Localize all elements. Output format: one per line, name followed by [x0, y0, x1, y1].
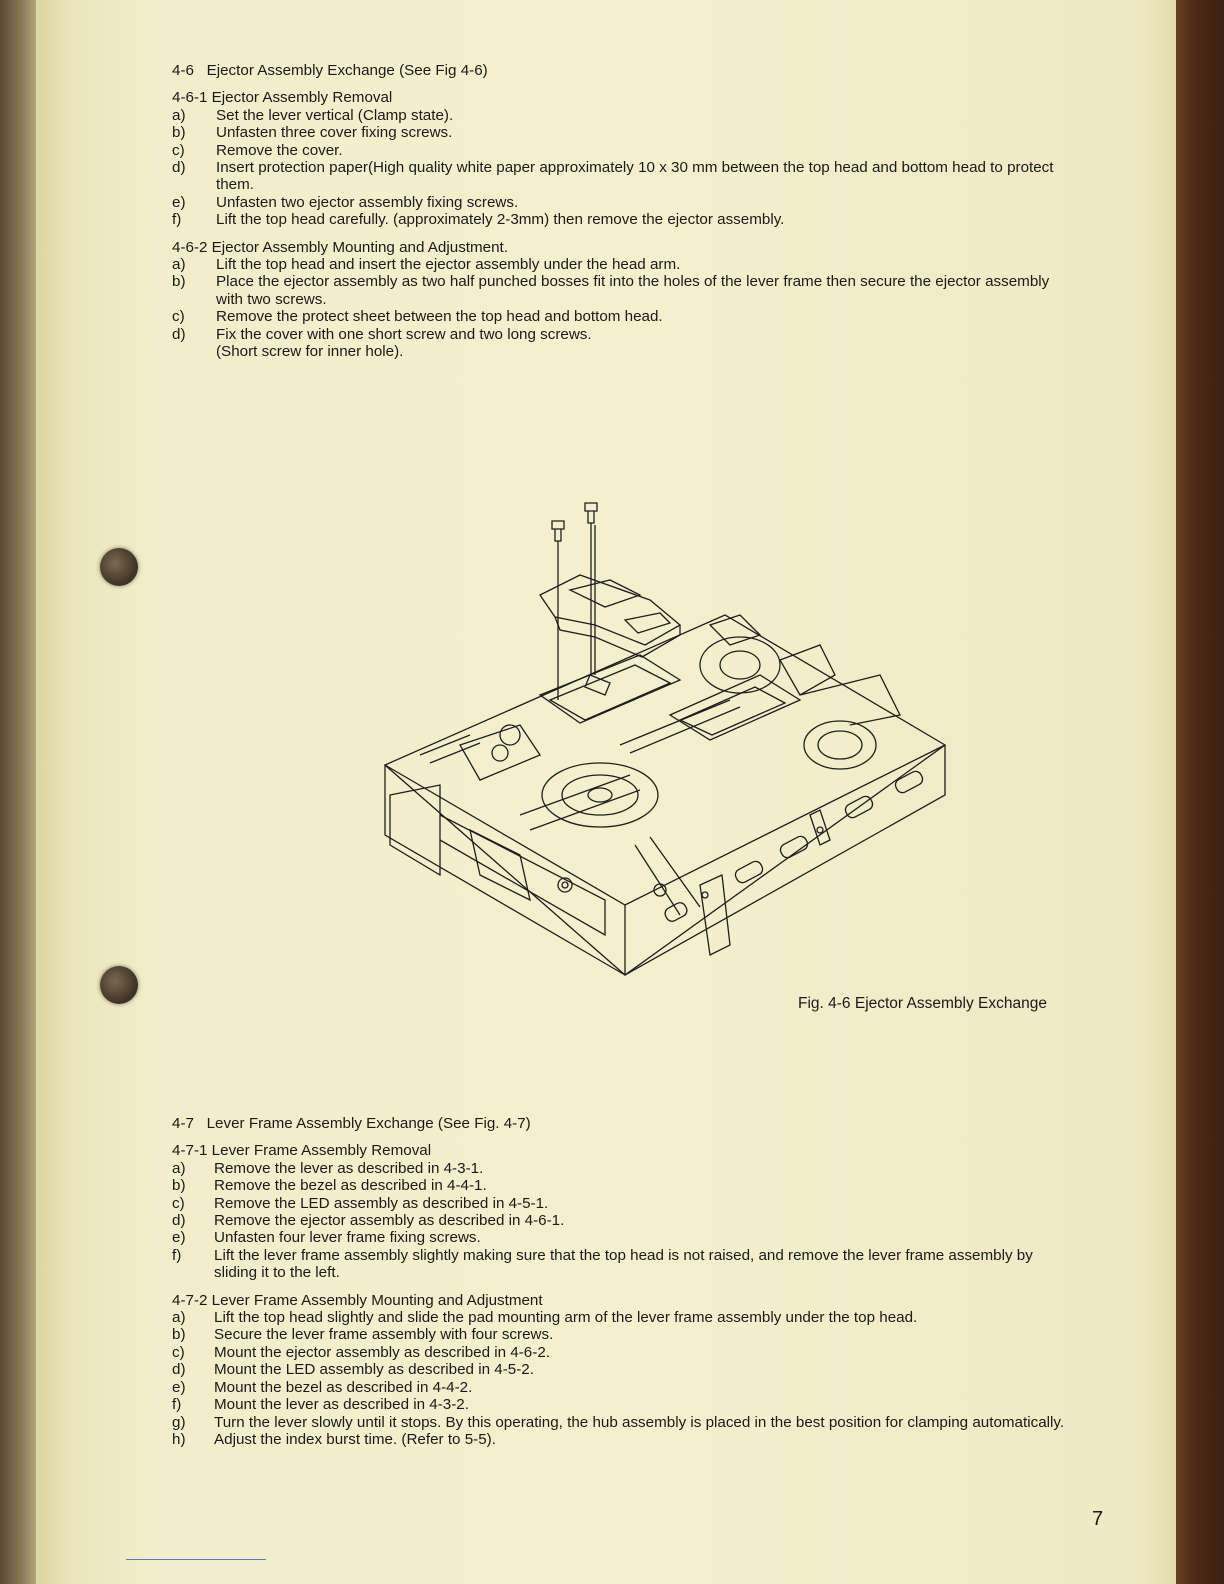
step-item — [172, 1326, 1072, 1343]
step-label: f) — [172, 211, 182, 229]
step-item — [172, 256, 1072, 273]
screw-icon — [552, 521, 564, 700]
step-text: Mount the lever as described in 4-3-2. — [214, 1396, 469, 1414]
step-label: c) — [172, 141, 185, 159]
step-item — [172, 1414, 1072, 1431]
step-label: d) — [172, 325, 186, 343]
step-text: Lift the top head carefully. (approximately 2-3mm) then remove the ejector assembly. — [216, 211, 785, 229]
step-label: d) — [172, 1361, 186, 1379]
step-label: d) — [172, 1212, 186, 1230]
step-text: Remove the protect sheet between the top head and bottom head. — [216, 308, 663, 326]
step-label: h) — [172, 1430, 186, 1448]
step-label: b) — [172, 1326, 186, 1344]
step-label: a) — [172, 256, 186, 274]
step-item — [172, 107, 1072, 124]
mounting-steps — [172, 256, 1072, 360]
step-item — [172, 1195, 1072, 1212]
step-item — [172, 273, 1072, 308]
step-text: Lift the lever frame assembly slightly making sure that the top head is not raised, and remove the lever frame assembly by sliding it to the left. — [214, 1246, 1033, 1282]
step-text: Mount the LED assembly as described in 4-5-2. — [214, 1361, 534, 1379]
step-label: e) — [172, 193, 186, 211]
step-text: Lift the top head and insert the ejector assembly under the head arm. — [216, 256, 681, 274]
step-text: Turn the lever slowly until it stops. By this operating, the hub assembly is placed in the best position for clamping automatically. — [214, 1413, 1065, 1431]
figure-caption: Fig. 4-6 Ejector Assembly Exchange — [798, 995, 1047, 1012]
step-label: c) — [172, 308, 185, 326]
step-item — [172, 1379, 1072, 1396]
subsection-removal-title: 4-7-1 Lever Frame Assembly Removal — [172, 1142, 432, 1160]
step-label: e) — [172, 1229, 186, 1247]
step-label: b) — [172, 273, 186, 291]
step-item — [172, 159, 1072, 194]
step-label: f) — [172, 1246, 182, 1264]
step-item — [172, 142, 1072, 159]
step-text: Unfasten three cover fixing screws. — [216, 124, 453, 142]
step-label: c) — [172, 1343, 185, 1361]
step-item — [172, 1361, 1072, 1378]
step-item — [172, 1177, 1072, 1194]
punch-hole-bottom — [100, 966, 138, 1004]
step-item — [172, 1160, 1072, 1177]
ejector-assembly-diagram — [380, 495, 950, 985]
step-text: Fix the cover with one short screw and two long screws. — [216, 325, 592, 343]
page-edge-binder — [1176, 0, 1224, 1584]
step-text: Remove the lever as described in 4-3-1. — [214, 1159, 484, 1177]
step-item — [172, 1247, 1072, 1282]
step-text: Unfasten two ejector assembly fixing screws. — [216, 193, 519, 211]
step-text: Unfasten four lever frame fixing screws. — [214, 1229, 481, 1247]
step-label: g) — [172, 1413, 186, 1431]
step-text: Lift the top head slightly and slide the pad mounting arm of the lever frame assembly under the top head. — [214, 1309, 918, 1327]
step-item — [172, 211, 1072, 228]
step-text: Mount the bezel as described in 4-4-2. — [214, 1378, 473, 1396]
step-item — [172, 326, 1072, 343]
step-label: a) — [172, 106, 186, 124]
punch-hole-top — [100, 548, 138, 586]
section-heading: 4-6 Ejector Assembly Exchange (See Fig 4-6) — [172, 62, 488, 79]
step-label: c) — [172, 1194, 185, 1212]
step-text: Insert protection paper(High quality white paper approximately 10 x 30 mm between the top head and bottom head to protect them. — [216, 159, 1054, 194]
subsection-removal-title: 4-6-1 Ejector Assembly Removal — [172, 89, 393, 107]
step-item — [172, 308, 1072, 325]
step-text: Remove the bezel as described in 4-4-1. — [214, 1177, 487, 1195]
step-item — [172, 343, 1072, 360]
step-text: Secure the lever frame assembly with four screws. — [214, 1326, 554, 1344]
subsection-mounting-title: 4-6-2 Ejector Assembly Mounting and Adjustment. — [172, 238, 508, 256]
step-label: a) — [172, 1309, 186, 1327]
page-number: 7 — [1092, 1508, 1104, 1530]
step-text: Place the ejector assembly as two half punched bosses fit into the holes of the lever frame then secure the ejector assembly with two screws. — [216, 273, 1050, 308]
step-item — [172, 1431, 1072, 1448]
step-label: b) — [172, 124, 186, 142]
section-4-6 — [172, 62, 1072, 361]
mounting-steps — [172, 1309, 1072, 1448]
step-text: Set the lever vertical (Clamp state). — [216, 106, 454, 124]
step-label — [172, 343, 216, 360]
step-text: Adjust the index burst time. (Refer to 5-5). — [214, 1430, 496, 1448]
step-item — [172, 1229, 1072, 1246]
step-label: e) — [172, 1378, 186, 1396]
step-label: b) — [172, 1177, 186, 1195]
section-4-7 — [172, 1115, 1072, 1448]
step-item — [172, 1309, 1072, 1326]
step-text: Remove the LED assembly as described in 4-5-1. — [214, 1194, 549, 1212]
step-text: Remove the cover. — [216, 141, 343, 159]
binder-spine — [0, 0, 36, 1584]
step-item — [172, 194, 1072, 211]
section-heading: 4-7 Lever Frame Assembly Exchange (See Fig. 4-7) — [172, 1115, 531, 1132]
step-item — [172, 1344, 1072, 1361]
screw-icon — [585, 503, 597, 675]
step-text: Mount the ejector assembly as described in 4-6-2. — [214, 1343, 550, 1361]
step-item — [172, 1396, 1072, 1413]
removal-steps — [172, 107, 1072, 229]
step-label: a) — [172, 1159, 186, 1177]
subsection-mounting-title: 4-7-2 Lever Frame Assembly Mounting and Adjustment — [172, 1291, 543, 1309]
step-text: (Short screw for inner hole). — [216, 343, 404, 361]
step-item — [172, 1212, 1072, 1229]
blue-mark-line — [126, 1559, 266, 1560]
step-label: d) — [172, 159, 186, 177]
step-label: f) — [172, 1396, 182, 1414]
removal-steps — [172, 1160, 1072, 1282]
step-text: Remove the ejector assembly as described in 4-6-1. — [214, 1212, 565, 1230]
step-item — [172, 124, 1072, 141]
